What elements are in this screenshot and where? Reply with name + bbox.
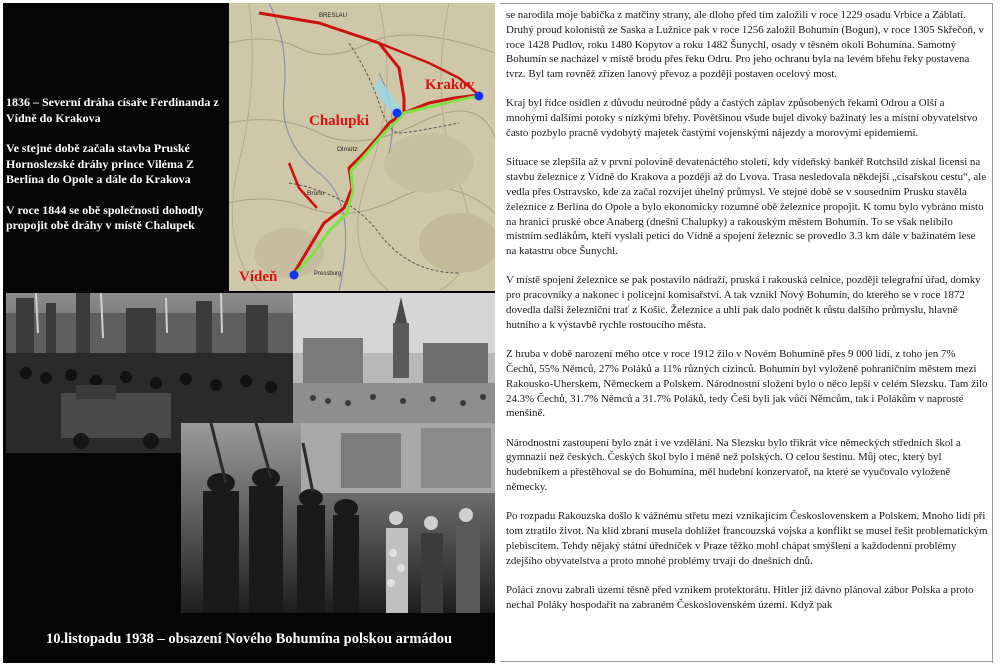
article-paragraph: Z hruba v době narození mého otce v roce 1912 žilo v Novém Bohumíně přes 9 000 lidí, z toho jen 7% Čechů, 55% Němců, 27% Poláků a 11% různých cizinců. Bohumín byl vyloženě pohraničním městem mezi Rakousko-Uherskem, Německem a Polskem. Národnostní složení bylo o něco lepší v celém Slezsku. Tam žilo 24.3% Čechů, 31.7% Němců a 31.7% Poláků, tedy Češi byli jak vůčí Němcům, tak i Polákům v naprosté menšině.	[506, 348, 988, 420]
divider	[992, 3, 993, 663]
caption-paragraph: 1836 – Severní dráha císaře Ferdinanda z Vídně do Krakova	[6, 95, 219, 125]
map-place-olmutz: Olmütz	[337, 146, 358, 153]
divider	[500, 3, 992, 4]
article-paragraph: Po rozpadu Rakouzska došlo k vážnému střetu mezi vznikajícím Československem a Polskem. Mnoho lidí při tom ztratilo život. Na klid zbraní musela dohlížet francouzská vojska a konflikt se musel řešit problematickým plebiscitem. Tehdy nějaký státní úředníček v Praze těžko mohl chápat smýšlení a každodenní problémy zdejšího obyvatelstva a proto mnohé problémy trvají do dnešních dnů.	[506, 510, 988, 567]
photo-caption: 10.listopadu 1938 – obsazení Nového Bohumína polskou armádou	[45, 631, 453, 647]
town-square-photo	[293, 293, 495, 433]
railway-map	[229, 3, 495, 291]
article-paragraph: V místě spojení železnice se pak postavilo nádraží, pruská i rakouská celnice, později telegrafní úřad, domky pro pracovníky a nakonec i policejní komisařství. A tak vznikl Nový Bohumín, do kterého se v roce 1872 dovedla další železniční trať z Košic. Železnice a uhlí pak dalo podnět k růstu dalšího průmyslu, hlavně hutního a k výstavbě rychle rostoucího města.	[506, 274, 981, 331]
article-paragraph: se narodila moje babička z matčiny strany, ale dloho před tím založili v roce 1229 osadu Vrbice a Záblatí. Druhý proud kolonistů ze Saska a Lužnice pak v roce 1256 založil Bohumín (Bogun), v roce 1305 Skřečoň, v roce 1428 Pudlov, roku 1480 Kopytov a roku 1482 Šunychl, osady v těsném okolí Bohumína. Samotný Bohumín se nacházel v místě brodu přes řeku Odru. Pro jeho ochranu byla na levém břehu řeky postavena tvrz. Byl tam rovněž zřízen lanový převoz a později postaven ocelový most.	[506, 9, 984, 81]
map-label-chalupki: Chalupki	[309, 113, 370, 129]
history-caption	[6, 95, 226, 249]
article-paragraph: Situace se zlepšila až v první polovině devatenáctého století, kdy vídeňský bankéř Rotchsild získal licensi na stavbu železnice z Vídně do Krakova a později až do Lvova. Trasa nesledovala někdejší „císařskou cestu“, ale vedla přes Ostravsko, kde za začal rozvíjet úhelný průmysl. Ve stejné době se v sousedním Prusku stavěla železnice z Berlína do Opole a bylo ekonomicky rozumné obě železnice propojit. K tomu bylo vybráno místo na hranici pruské obce Anaberg (dnešní Chalupky) a rakouským městem Bohumín. To se však nelíbilo místním sedlákům, kteří vyslali petici do Vídně a spojení železnic se provedlo 3.3 km dále v bažinatém lese na katastru obce Šunychl.	[506, 156, 987, 258]
soldiers-photo	[181, 423, 495, 613]
left-illustration-panel	[3, 3, 495, 663]
article-text	[500, 0, 994, 667]
article-paragraph: Kraj byl řídce osídlen z důvodu neúrodné půdy a častých záplav způsobených řekami Odrou a Olší a mnohými dalšími potoky s nízkými břehy. Povětšinou všude bujel divoký bažinatý les a místní obyvatelstvo často pozbylo pracně vydobytý majetek častými vojenskými nájezdy a morovými epidemiemi.	[506, 97, 978, 140]
caption-paragraph: V roce 1844 se obě společnosti dohodly propojit obě dráhy v místě Chalupek	[6, 202, 204, 232]
map-label-viden: Vídeň	[239, 269, 278, 285]
map-place-breslau: BRESLAU	[319, 13, 348, 19]
divider	[500, 661, 992, 662]
map-place-brunn: Brünn	[307, 190, 325, 197]
caption-paragraph: Ve stejné době začala stavba Pruské Hornoslezské dráhy prince Viléma Z Berlína do Opole a dále do Krakova	[6, 141, 194, 186]
map-place-pressburg: Pressburg	[314, 271, 342, 277]
map-label-krakov: Krakov	[425, 77, 475, 93]
article-paragraph: Národnostní zastoupení bylo znát i ve vzdělání. Na Slezsku bylo třikrát více německých středních škol a gymnazií než českých. Českých škol bylo i méně než polských. O celou šestinu. Můj otec, který byl hudebníkem a přestěhoval se do Bohumína, měl hudební konzervatoř, na které se vyučovalo vyloženě německy.	[506, 436, 961, 494]
article-paragraph: Poláci znovu zabrali území těsně před vznikem protektorátu. Hitler již dávno plánoval zábor Polska a proto nechal Poláky hospodařit na zabraném Československém území. Když pak	[506, 584, 974, 611]
